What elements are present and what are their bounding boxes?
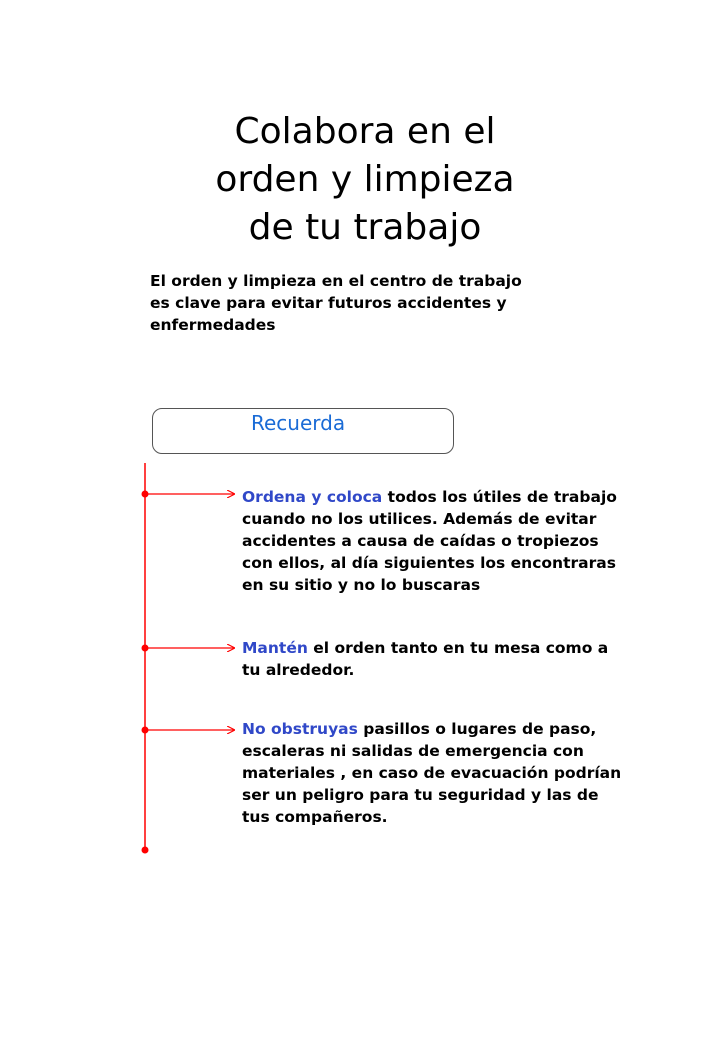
list-item-manten [242, 637, 652, 681]
item-line: ser un peligro para tu seguridad y las de [242, 786, 599, 804]
item-line [242, 486, 652, 508]
item-text: todos los útiles de trabajo [382, 488, 617, 506]
item-line: materiales , en caso de evacuación podrían [242, 764, 622, 782]
intro-line-1: El orden y limpieza en el centro de trabajo [150, 272, 522, 290]
intro-line-2: es clave para evitar futuros accidentes y [150, 294, 507, 312]
title-line-1: Colabora en el [234, 111, 496, 152]
item-line [242, 718, 652, 740]
item-text: el orden tanto en tu mesa como a [307, 639, 609, 657]
list-item-no-obstruyas [242, 718, 652, 828]
recuerda-label: Recuerda [251, 411, 346, 435]
item-line: escaleras ni salidas de emergencia con [242, 742, 584, 760]
item-line: en su sitio y no lo buscaras [242, 576, 481, 594]
item-line: tu alrededor. [242, 661, 355, 679]
bullet-dot-end [142, 847, 149, 854]
item-line: cuando no los utilices. Además de evitar [242, 510, 597, 528]
item-line: tus compañeros. [242, 808, 388, 826]
item-lead: Mantén [242, 639, 308, 657]
intro-line-3: enfermedades [150, 316, 276, 334]
list-item-ordena [242, 486, 652, 596]
title-line-2: orden y limpieza [215, 159, 515, 200]
title-line-3: de tu trabajo [248, 207, 482, 248]
item-line: con ellos, al día siguientes los encontraras [242, 554, 616, 572]
item-lead: Ordena y coloca [242, 488, 383, 506]
item-line [242, 637, 652, 659]
item-line: accidentes a causa de caídas o tropiezos [242, 532, 599, 550]
item-text: pasillos o lugares de paso, [357, 720, 597, 738]
item-lead: No obstruyas [242, 720, 358, 738]
